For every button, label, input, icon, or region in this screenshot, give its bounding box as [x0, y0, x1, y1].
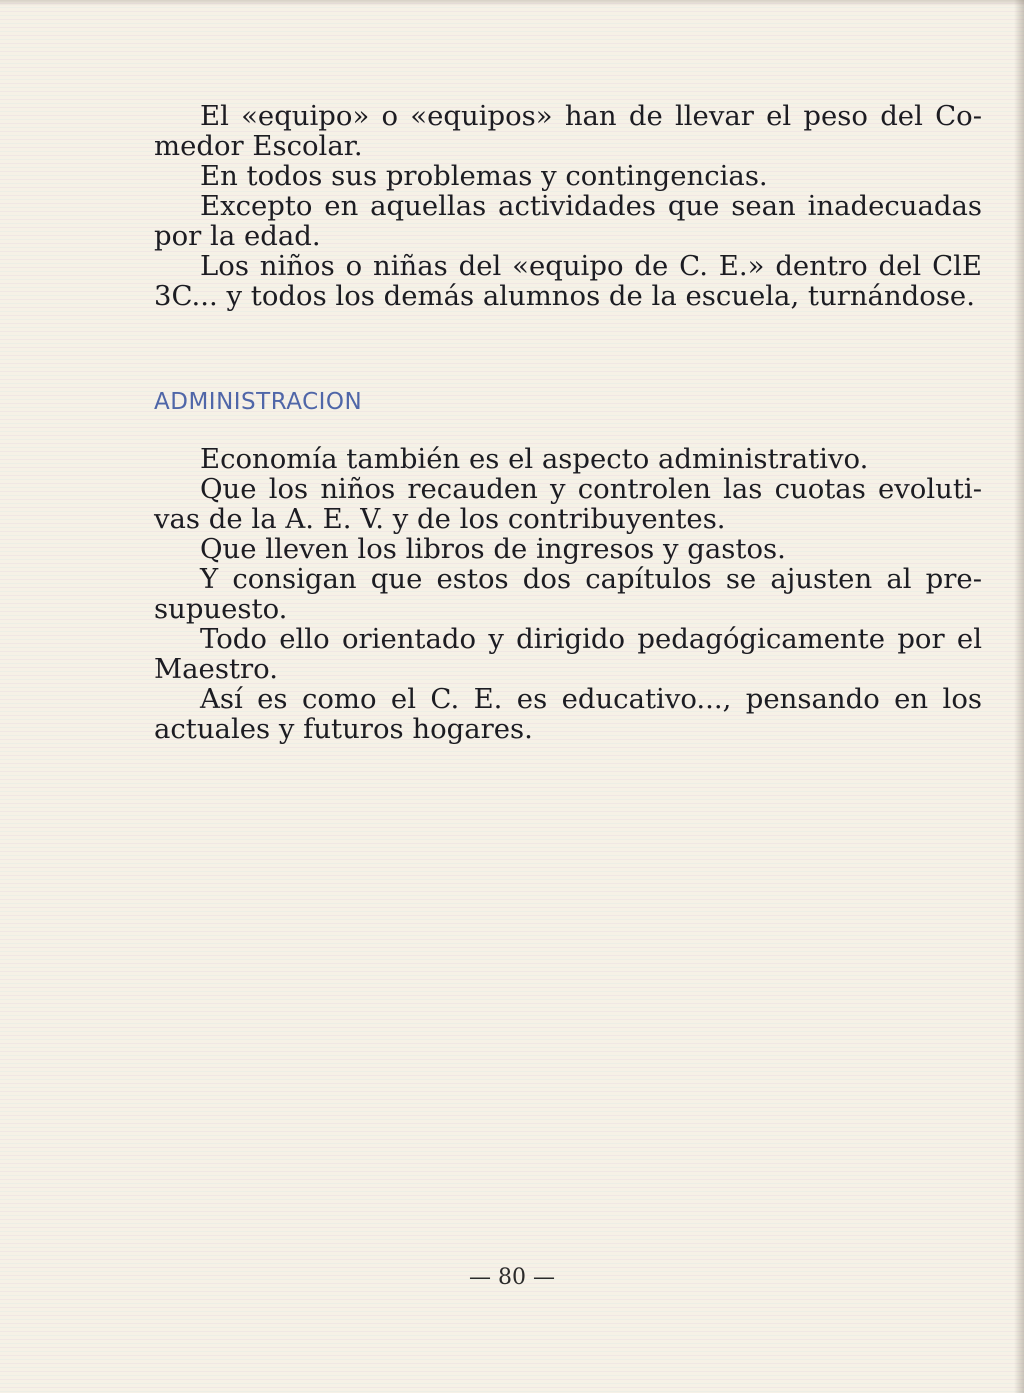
paragraph: Economía también es el aspecto administrativo.: [200, 443, 869, 475]
paragraph: Excepto en aquellas actividades que sean inadecuadas por la edad.: [154, 190, 982, 252]
paragraph: El «equipo» o «equipos» han de llevar el peso del Comedor Escolar.: [154, 100, 982, 162]
paragraph: Todo ello orientado y dirigido pedagógicamente por el Maestro.: [154, 623, 982, 685]
paragraph: Y consigan que estos dos capítulos se ajusten al presupuesto.: [154, 563, 982, 625]
paragraph: Los niños o niñas del «equipo de C. E.» dentro del ClE 3C... y todos los demás alumnos de la escuela, turnándose.: [154, 250, 982, 312]
page-edge-shadow-right: [1014, 0, 1024, 1393]
paragraph: Que lleven los libros de ingresos y gastos.: [200, 533, 786, 565]
section-heading-administracion: ADMINISTRACION: [154, 389, 363, 415]
intro-section: [154, 101, 982, 311]
paragraph: Que los niños recauden y controlen las cuotas evolutivas de la A. E. V. y de los contribuyentes.: [154, 473, 982, 535]
paragraph: En todos sus problemas y contingencias.: [200, 160, 768, 192]
page-number: — 80 —: [469, 1265, 555, 1290]
administracion-section: [154, 444, 982, 744]
paragraph: Así es como el C. E. es educativo..., pensando en los actuales y futuros hogares.: [154, 683, 982, 745]
page-edge-shadow-top: [0, 0, 1024, 6]
